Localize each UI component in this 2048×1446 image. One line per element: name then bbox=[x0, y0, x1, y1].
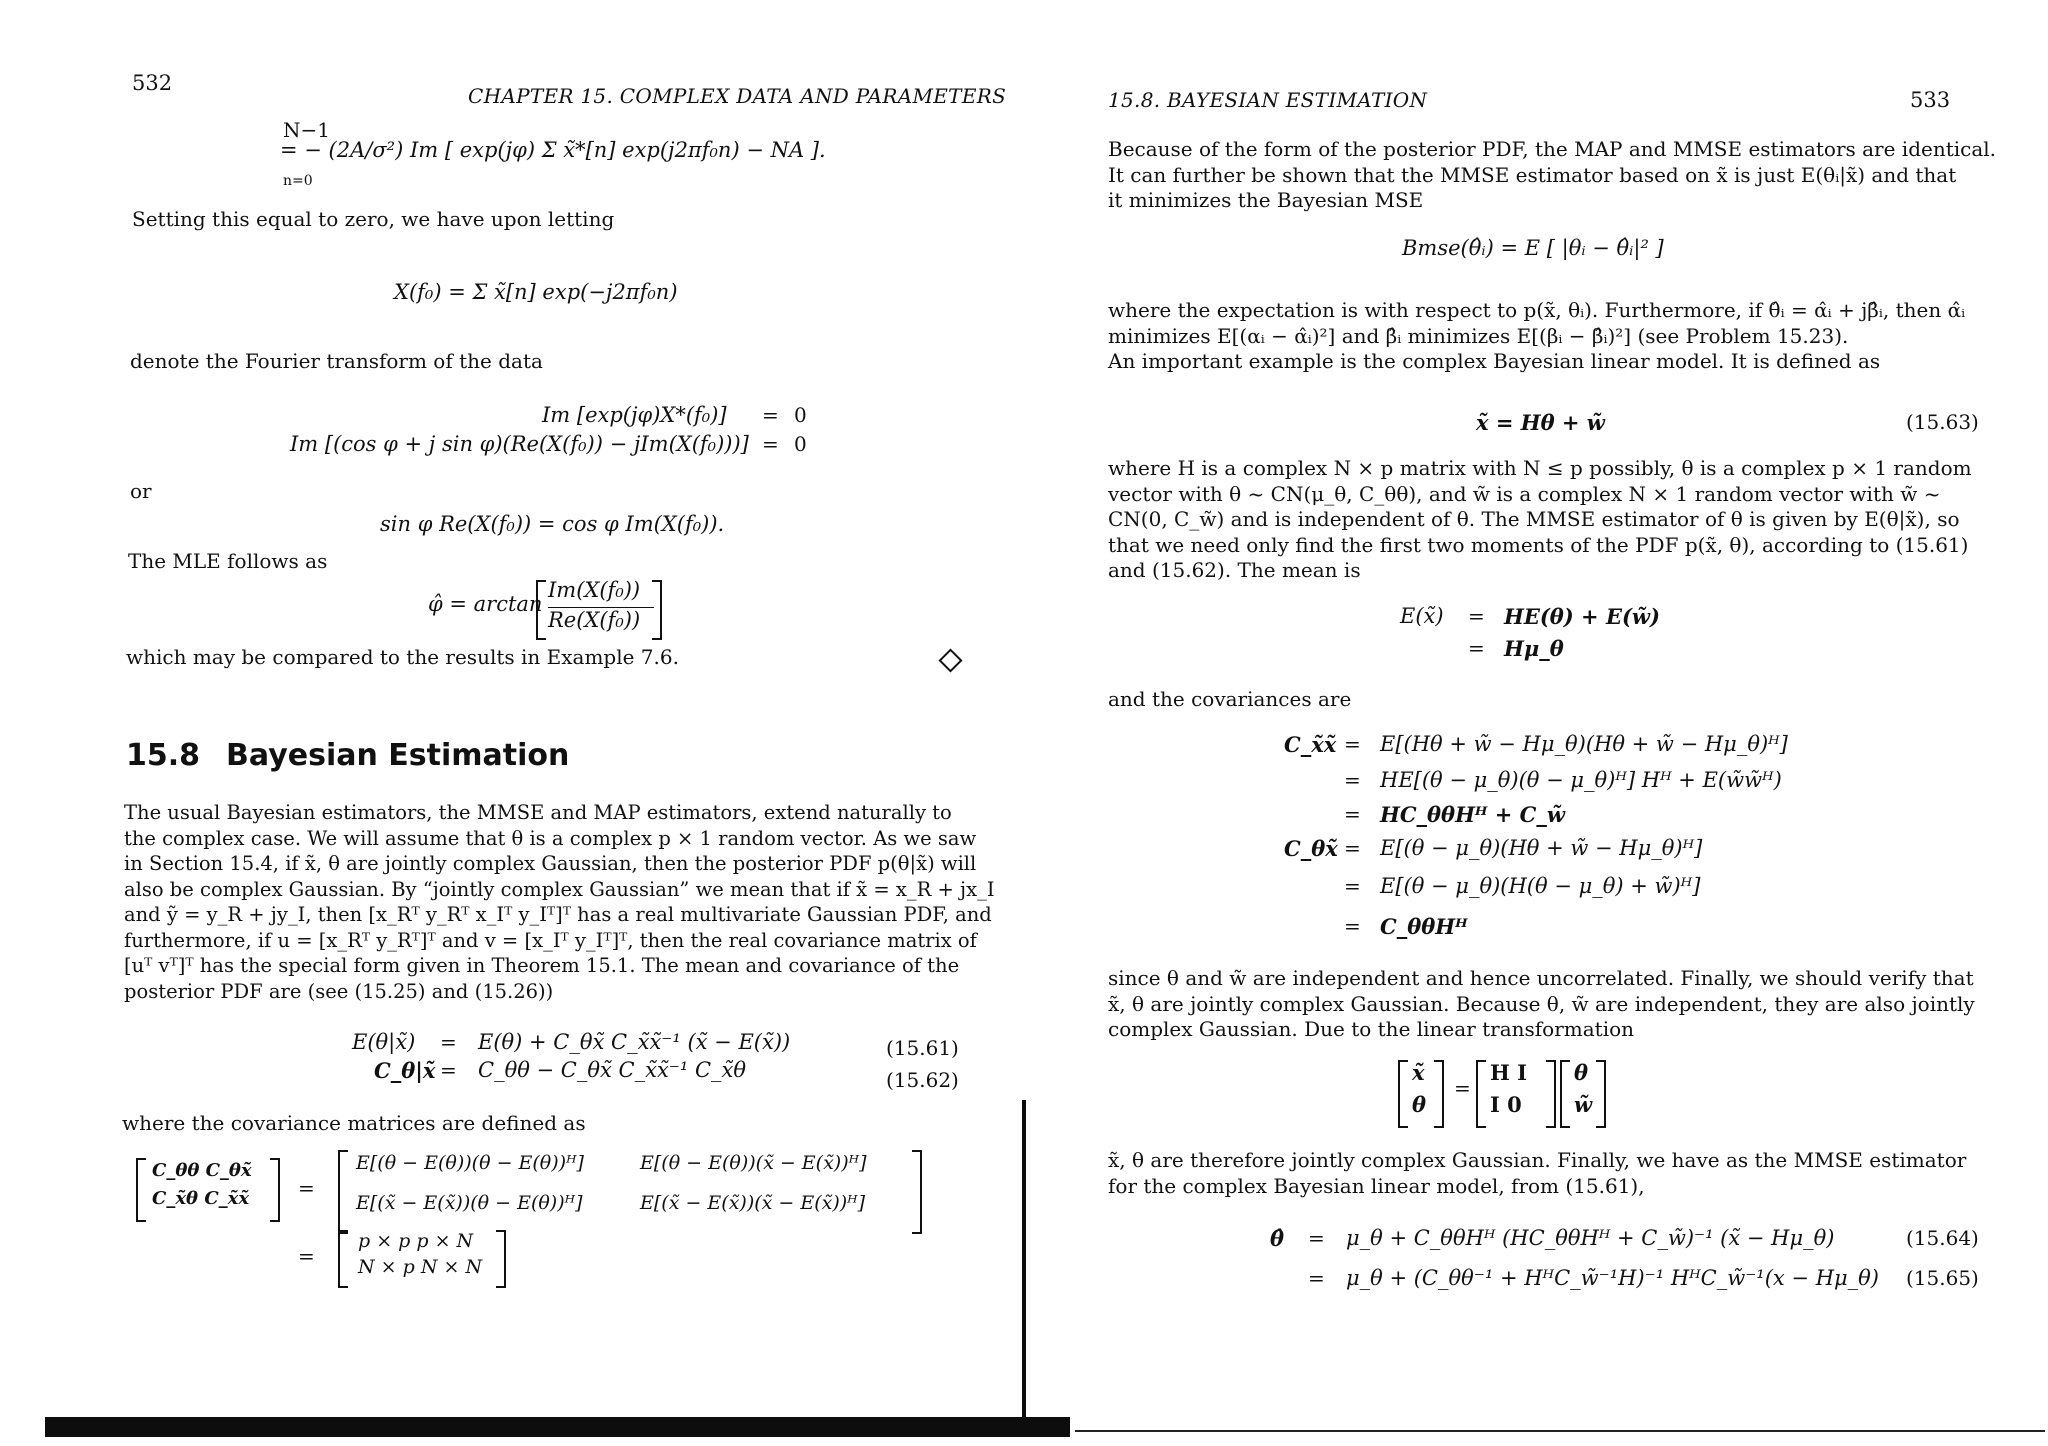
arctan-numerator: Im(X(f₀)) bbox=[548, 578, 641, 602]
paragraph-line: vector with θ ~ CN(μ_θ, C_θθ), and w̃ is a complex N × 1 random vector with w̃ ~ bbox=[1108, 481, 1941, 506]
equals-sign: = bbox=[1454, 1076, 1471, 1100]
paragraph-line: The usual Bayesian estimators, the MMSE and MAP estimators, extend naturally to bbox=[124, 801, 952, 824]
cov-lhs-row1: C_θθ C_θx̃ bbox=[152, 1160, 252, 1181]
equals-sign: = bbox=[440, 1030, 457, 1054]
paragraph-line: posterior PDF are (see (15.25) and (15.26)) bbox=[124, 979, 554, 1003]
paragraph-line: furthermore, if u = [x_Rᵀ y_Rᵀ]ᵀ and v = [x_Iᵀ y_Iᵀ]ᵀ, then the real covariance matrix of bbox=[124, 928, 977, 952]
equals-sign: = bbox=[762, 432, 779, 456]
sum-lower-limit: n=0 bbox=[283, 173, 313, 189]
right-bracket bbox=[1434, 1060, 1444, 1128]
equation-im-2: Im [(cos φ + j sin φ)(Re(X(f₀)) − jIm(X(f₀)))] bbox=[290, 432, 749, 456]
right-page bbox=[1030, 0, 2048, 1446]
equals-sign: = bbox=[1308, 1266, 1325, 1290]
paragraph bbox=[1108, 298, 2008, 375]
zero-value: 0 bbox=[794, 403, 807, 427]
left-bracket bbox=[338, 1230, 348, 1288]
cov-r1c1: E[(θ − E(θ))(θ − E(θ))ᴴ] bbox=[356, 1152, 584, 1174]
cov-row: HE[(θ − μ_θ)(θ − μ_θ)ᴴ] Hᴴ + E(w̃w̃ᴴ) bbox=[1380, 768, 1782, 792]
paragraph bbox=[1108, 456, 2008, 584]
cov-lhs: C_x̃x̃ bbox=[1284, 732, 1337, 757]
mean-row2: Hμ_θ bbox=[1504, 636, 1564, 661]
equals-sign: = bbox=[298, 1176, 315, 1200]
equation-15-61-lhs: E(θ|x̃) bbox=[352, 1030, 416, 1054]
equals-sign: = bbox=[762, 403, 779, 427]
left-bracket bbox=[536, 580, 546, 640]
mean-lhs: E(x̃) bbox=[1400, 604, 1444, 628]
paragraph: Setting this equal to zero, we have upon letting bbox=[132, 207, 615, 231]
dim-row2: N × p N × N bbox=[358, 1256, 483, 1278]
paragraph-line: It can further be shown that the MMSE estimator based on x̃ is just E(θᵢ|x̃) and that bbox=[1108, 162, 1957, 187]
paragraph bbox=[1108, 137, 2008, 214]
equation-number: (15.61) bbox=[886, 1036, 959, 1060]
cov-row: E[(Hθ + w̃ − Hμ_θ)(Hθ + w̃ − Hμ_θ)ᴴ] bbox=[1380, 732, 1788, 756]
cov-row: E[(θ − μ_θ)(H(θ − μ_θ) + w̃)ᴴ] bbox=[1380, 874, 1701, 898]
equation-15-62-lhs: C_θ|x̃ bbox=[374, 1058, 436, 1083]
paragraph: The MLE follows as bbox=[128, 549, 328, 573]
lt-vector-entry: θ bbox=[1574, 1060, 1589, 1085]
cov-row: E[(θ − μ_θ)(Hθ + w̃ − Hμ_θ)ᴴ] bbox=[1380, 836, 1703, 860]
section-number: 15.8 bbox=[126, 738, 201, 773]
cov-lhs: C_θx̃ bbox=[1284, 836, 1338, 861]
section-title: Bayesian Estimation bbox=[226, 738, 570, 773]
equation-top: = − (2A/σ²) Im [ exp(jφ) Σ x̃*[n] exp(j2πf₀n) − NA ]. bbox=[280, 138, 826, 162]
equation-15-64-rhs: μ_θ + C_θθHᴴ (HC_θθHᴴ + C_w̃)⁻¹ (x̃ − Hμ_θ) bbox=[1346, 1226, 1835, 1250]
lt-vector-entry: x̃ bbox=[1412, 1060, 1425, 1085]
paragraph: or bbox=[130, 479, 152, 503]
equation-arctan: φ̂ = arctan bbox=[428, 592, 543, 616]
left-bracket bbox=[1560, 1060, 1570, 1128]
lt-vector-entry: w̃ bbox=[1574, 1092, 1593, 1117]
right-bracket bbox=[1546, 1060, 1556, 1128]
equals-sign: = bbox=[1344, 836, 1361, 860]
paragraph: denote the Fourier transform of the data bbox=[130, 349, 543, 373]
paragraph-line: for the complex Bayesian linear model, from (15.61), bbox=[1108, 1173, 1645, 1198]
right-bracket bbox=[270, 1158, 280, 1222]
paragraph: where the covariance matrices are defined as bbox=[122, 1111, 586, 1135]
section-paragraph bbox=[124, 800, 995, 1004]
paragraph-line: x̃, θ are jointly complex Gaussian. Because θ, w̃ are independent, they are also jointly bbox=[1108, 991, 1975, 1016]
cov-row: HC_θθHᴴ + C_w̃ bbox=[1380, 802, 1565, 827]
equation-15-65-rhs: μ_θ + (C_θθ⁻¹ + HᴴC_w̃⁻¹H)⁻¹ HᴴC_w̃⁻¹(x − Hμ_θ) bbox=[1346, 1266, 1879, 1290]
zero-value: 0 bbox=[794, 432, 807, 456]
equals-sign: = bbox=[1344, 732, 1361, 756]
scan-edge-bar bbox=[45, 1417, 1070, 1437]
paragraph-line: where H is a complex N × p matrix with N ≤ p possibly, θ is a complex p × 1 random bbox=[1108, 456, 1972, 480]
lt-matrix-row: H I bbox=[1490, 1060, 1527, 1085]
paragraph-line: also be complex Gaussian. By “jointly complex Gaussian” we mean that if x̃ = x_R + jx_I bbox=[124, 877, 995, 901]
equation-number: (15.64) bbox=[1906, 1226, 1979, 1250]
equation-bmse: Bmse(θ̂ᵢ) = E [ |θᵢ − θ̂ᵢ|² ] bbox=[1402, 236, 1664, 260]
equation-15-61-rhs: E(θ) + C_θx̃ C_x̃x̃⁻¹ (x̃ − E(x̃)) bbox=[478, 1030, 791, 1054]
equation-15-63: x̃ = Hθ + w̃ bbox=[1476, 410, 1605, 435]
equation-15-64-lhs: θ̂ bbox=[1270, 1226, 1285, 1251]
sum-upper-limit: N−1 bbox=[283, 118, 330, 142]
paragraph-line: that we need only find the first two moments of the PDF p(x̃, θ), according to (15.61) bbox=[1108, 532, 1969, 557]
book-spine-shadow bbox=[1022, 1100, 1026, 1420]
paragraph-line: complex Gaussian. Due to the linear transformation bbox=[1108, 1017, 1635, 1041]
left-bracket bbox=[1476, 1060, 1486, 1128]
end-of-example-icon bbox=[938, 648, 962, 672]
arctan-denominator: Re(X(f₀)) bbox=[548, 608, 641, 632]
equals-sign: = bbox=[1344, 802, 1361, 826]
left-bracket bbox=[1398, 1060, 1408, 1128]
paragraph-line: minimizes E[(αᵢ − α̂ᵢ)²] and β̂ᵢ minimizes E[(βᵢ − β̂ᵢ)²] (see Problem 15.23). bbox=[1108, 323, 1849, 348]
paragraph-line: since θ and w̃ are independent and hence uncorrelated. Finally, we should verify that bbox=[1108, 966, 1974, 990]
equals-sign: = bbox=[1344, 874, 1361, 898]
paragraph bbox=[1108, 966, 2008, 1043]
cov-r1c2: E[(θ − E(θ))(x̃ − E(x̃))ᴴ] bbox=[640, 1152, 867, 1174]
equals-sign: = bbox=[1468, 604, 1485, 628]
right-bracket bbox=[912, 1150, 922, 1234]
paragraph-line: An important example is the complex Bayesian linear model. It is defined as bbox=[1108, 349, 1881, 373]
equals-sign: = bbox=[440, 1058, 457, 1082]
right-bracket bbox=[496, 1230, 506, 1288]
equation-im-1: Im [exp(jφ)X*(f₀)] bbox=[542, 403, 727, 427]
paragraph-line: [uᵀ vᵀ]ᵀ has the special form given in Theorem 15.1. The mean and covariance of the bbox=[124, 954, 960, 977]
equation-number: (15.63) bbox=[1906, 410, 1979, 434]
cov-r2c1: E[(x̃ − E(x̃))(θ − E(θ))ᴴ] bbox=[356, 1192, 583, 1214]
cov-row: C_θθHᴴ bbox=[1380, 914, 1468, 939]
equation-number: (15.65) bbox=[1906, 1266, 1979, 1290]
equals-sign: = bbox=[1468, 636, 1485, 660]
paragraph-line: Because of the form of the posterior PDF, the MAP and MMSE estimators are identical. bbox=[1108, 137, 1997, 161]
equation-sincos: sin φ Re(X(f₀)) = cos φ Im(X(f₀)). bbox=[380, 512, 725, 536]
right-bracket bbox=[652, 580, 662, 640]
right-bracket bbox=[1596, 1060, 1606, 1128]
paragraph-line: it minimizes the Bayesian MSE bbox=[1108, 188, 1424, 212]
page-number: 532 bbox=[132, 71, 173, 95]
paragraph bbox=[1108, 1148, 2008, 1199]
left-bracket bbox=[338, 1150, 348, 1234]
lt-vector-entry: θ bbox=[1412, 1092, 1427, 1117]
equals-sign: = bbox=[298, 1244, 315, 1268]
running-header: CHAPTER 15. COMPLEX DATA AND PARAMETERS bbox=[468, 84, 1007, 108]
running-header: 15.8. BAYESIAN ESTIMATION bbox=[1108, 88, 1428, 112]
paragraph-line: CN(0, C_w̃) and is independent of θ. The MMSE estimator of θ is given by E(θ|x̃), so bbox=[1108, 507, 1960, 531]
equation-15-62-rhs: C_θθ − C_θx̃ C_x̃x̃⁻¹ C_x̃θ bbox=[478, 1058, 747, 1082]
equals-sign: = bbox=[1344, 768, 1361, 792]
paragraph-line: and (15.62). The mean is bbox=[1108, 558, 1361, 582]
dim-row1: p × p p × N bbox=[358, 1230, 474, 1252]
equals-sign: = bbox=[1344, 914, 1361, 938]
paragraph-line: where the expectation is with respect to p(x̃, θᵢ). Furthermore, if θ̂ᵢ = α̂ᵢ + jβ̂ᵢ, then α̂ᵢ bbox=[1108, 298, 1966, 322]
equation-number: (15.62) bbox=[886, 1068, 959, 1092]
equation-fourier: X(f₀) = Σ x̃[n] exp(−j2πf₀n) bbox=[394, 280, 678, 304]
paragraph-line: and ỹ = y_R + jy_I, then [x_Rᵀ y_Rᵀ x_Iᵀ y_Iᵀ]ᵀ has a real multivariate Gaussian PDF, and bbox=[124, 903, 992, 926]
paragraph-line: in Section 15.4, if x̃, θ are jointly complex Gaussian, then the posterior PDF p(θ|x̃) will bbox=[124, 852, 977, 875]
equals-sign: = bbox=[1308, 1226, 1325, 1250]
mean-row1: HE(θ) + E(w̃) bbox=[1504, 604, 1660, 629]
left-bracket bbox=[136, 1158, 146, 1222]
paragraph: which may be compared to the results in Example 7.6. bbox=[126, 645, 679, 669]
cov-lhs-row2: C_x̃θ C_x̃x̃ bbox=[152, 1188, 250, 1209]
page-number: 533 bbox=[1910, 88, 1951, 112]
paragraph: and the covariances are bbox=[1108, 687, 1352, 711]
cov-r2c2: E[(x̃ − E(x̃))(x̃ − E(x̃))ᴴ] bbox=[640, 1192, 866, 1214]
paragraph-line: x̃, θ are therefore jointly complex Gaussian. Finally, we have as the MMSE estimator bbox=[1108, 1148, 1967, 1172]
paragraph-line: the complex case. We will assume that θ is a complex p × 1 random vector. As we saw bbox=[124, 826, 977, 850]
lt-matrix-row: I 0 bbox=[1490, 1092, 1522, 1117]
